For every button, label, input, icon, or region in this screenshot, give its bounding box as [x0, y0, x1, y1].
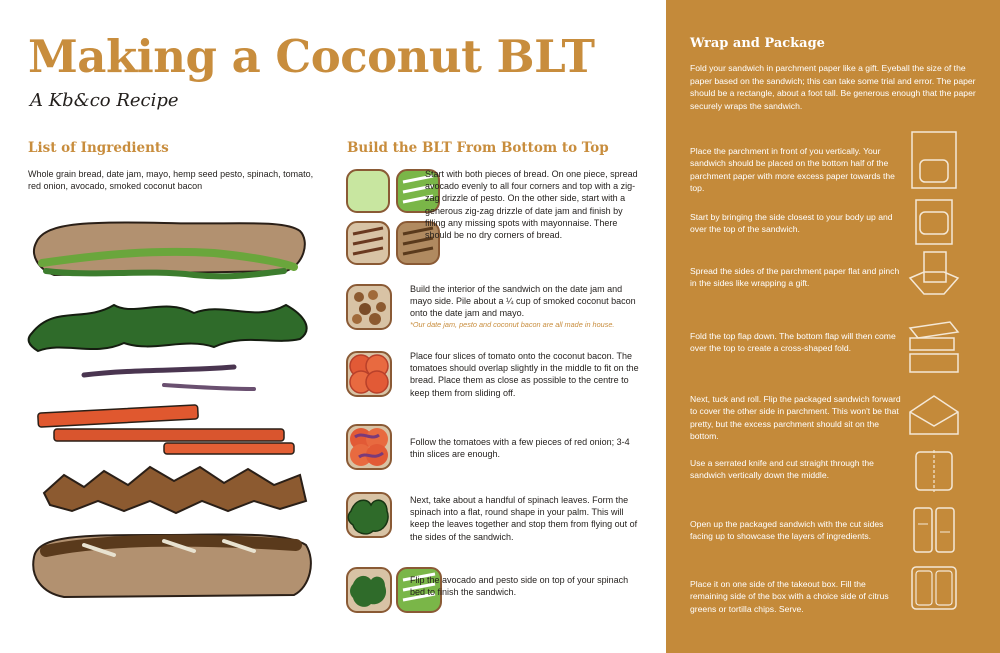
wrap-heading: Wrap and Package [690, 36, 825, 51]
build-step-3 [345, 350, 645, 410]
wrap-intro: Fold your sandwich in parchment paper like a gift. Eyeball the size of the paper based on the sandwich; this can take some trial and error. The paper should be a rectangle, about a foot tall. Be generous enough that the paper securely wraps the sandwich. [690, 63, 976, 111]
coconut-bacon-toast-icon [345, 283, 393, 331]
wrap-step-1: Place the parchment in front of you vertically. Your sandwich should be placed on the bottom half of the parchment paper with more excess paper towards the top. [690, 146, 895, 194]
sandwich-layers-illustration [24, 205, 324, 610]
build-step-2-note: *Our date jam, pesto and coconut bacon are all made in house. [410, 319, 615, 329]
parchment-sandwich-icon [906, 130, 962, 190]
build-step-4-text: Follow the tomatoes with a few pieces of red onion; 3-4 thin slices are enough. [410, 437, 630, 460]
build-step-5-text: Next, take about a handful of spinach leaves. Form the spinach into a flat, round shape in your palm. This will keep the leaves together and stop them from flying out of the sides of the sandwich. [410, 495, 638, 542]
wrap-step-4: Fold the top flap down. The bottom flap will then come over the top to create a cross-shaped fold. [690, 331, 896, 354]
build-step-1 [345, 168, 645, 268]
build-step-2-text [410, 283, 645, 330]
ingredients-heading: List of Ingredients [28, 140, 169, 156]
wrap-step-5: Next, tuck and roll. Flip the packaged sandwich forward to cover the other side in parchment. This won't be that pretty, but the excess parchment should sit on the bottom. [690, 394, 901, 442]
build-step-3-text: Place four slices of tomato onto the coconut bacon. The tomatoes should overlap slightly in the middle to fit on the bread. Place them as close as possible to the centre to keep them from sliding off. [410, 351, 639, 398]
pinch-sides-icon [906, 248, 962, 300]
wrap-step-6: Use a serrated knife and cut straight through the sandwich vertically down the middle. [690, 458, 874, 481]
ingredients-text: Whole grain bread, date jam, mayo, hemp seed pesto, spinach, tomato, red onion, avocado, smoked coconut bacon [28, 169, 314, 191]
bottom-bread-slice-illustration [33, 534, 311, 597]
build-step-2 [345, 283, 645, 343]
fold-flaps-icon [906, 316, 962, 376]
wrap-step-7: Open up the packaged sandwich with the cut sides facing up to showcase the layers of ingredients. [690, 519, 884, 542]
build-step-2-body: Build the interior of the sandwich on the date jam and mayo side. Pile about a ¼ cup of smoked coconut bacon onto the date jam and mayo. [410, 284, 636, 319]
takeout-box-icon [906, 563, 962, 613]
build-step-5 [345, 491, 645, 551]
build-step-6-text: Flip the avocado and pesto side on top of your spinach bed to finish the sandwich. [410, 575, 629, 598]
page-subtitle: A Kb&co Recipe [30, 90, 179, 111]
wrap-step-2: Start by bringing the side closest to your body up and over the top of the sandwich. [690, 212, 893, 235]
top-bread-slice-illustration [34, 222, 305, 276]
build-step-1-text: Start with both pieces of bread. On one piece, spread avocado evenly to all four corners and top with a zig-zag drizzle of pesto. On the other side, start with a generous zig-zag drizzle of date jam and finish by filling any missing spots with mayonnaise. There should be no dry corners of bread. [425, 169, 638, 241]
wrap-step-8: Place it on one side of the takeout box. Fill the remaining side of the box with a choice side of citrus greens or tortilla chips. Serve. [690, 579, 889, 614]
spinach-illustration [29, 305, 307, 389]
build-step-4 [345, 423, 645, 483]
spinach-toast-icon [345, 491, 393, 539]
tomato-toast-icon [345, 350, 393, 398]
wrap-panel [666, 0, 1000, 653]
red-onion-toast-icon [345, 423, 393, 471]
build-heading: Build the BLT From Bottom to Top [347, 140, 609, 156]
open-halves-icon [906, 504, 962, 556]
page-title: Making a Coconut BLT [28, 30, 595, 83]
wrap-step-3: Spread the sides of the parchment paper flat and pinch in the sides like wrapping a gift. [690, 266, 900, 289]
build-step-6 [345, 566, 645, 616]
cut-sandwich-icon [906, 448, 962, 494]
tuck-roll-icon [906, 392, 962, 438]
tomato-slices-illustration [38, 405, 294, 454]
coconut-bacon-illustration [44, 467, 306, 513]
fold-up-icon [906, 198, 962, 246]
